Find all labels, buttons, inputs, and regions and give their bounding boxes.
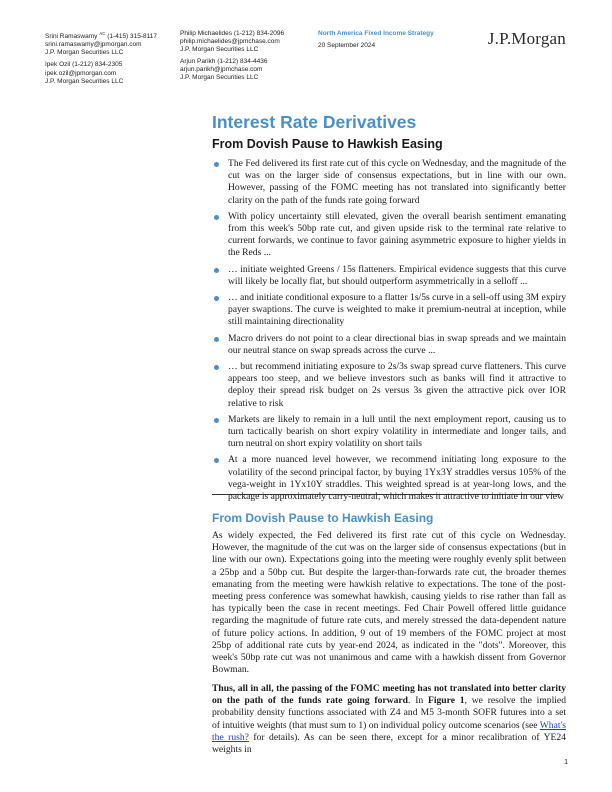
bullet-item — [212, 158, 566, 207]
bullet-text: The Fed delivered its first rate cut of this cycle on Wednesday, and the magnitude of the cut was on the larger side of consensus expectations, but in line with our own. However, passing of the FOMC meeting has not translated into significantly better clarity on the path of the funds rate going forward — [228, 158, 566, 206]
key-point: Thus, all in all, the passing of the FOMC meeting has not translated into better clarity on the path of the funds rate going forward — [212, 683, 566, 707]
bullet-dot-icon — [214, 268, 219, 273]
bullet-text: … initiate weighted Greens / 15s flatteners. Empirical evidence suggests that this curve will likely be locally flat, but should outperform asymmetrically in a selloff ... — [228, 263, 566, 287]
bullet-item — [212, 454, 566, 503]
bullet-item — [212, 414, 566, 451]
figure-reference: Figure 1 — [427, 695, 465, 707]
author-email[interactable]: srini.ramaswamy@jpmorgan.com — [45, 41, 142, 49]
publication-date: 20 September 2024 — [318, 42, 376, 50]
section-divider — [212, 494, 560, 495]
author-name-line — [180, 30, 310, 38]
bullet-text: … but recommend initiating exposure to 2s/3s swap spread curve flatteners. This curve appears too steep, and we believe investors such as banks will find it attractive to deploy their spread risk budget on 2s versus 3s given the attractive pick over IOR relative to risk — [228, 361, 566, 409]
bullet-item — [212, 264, 566, 288]
bullet-dot-icon — [214, 418, 219, 423]
author-email[interactable]: arjun.parikh@jpmchase.com — [180, 66, 263, 74]
author-name: Philip Michaelides — [180, 30, 233, 37]
research-area: North America Fixed Income Strategy — [318, 30, 434, 37]
author-phone: (1-415) 315-8117 — [107, 33, 158, 41]
bullet-item — [212, 333, 566, 357]
author-phone: (1-212) 834-4436 — [217, 58, 268, 66]
analyst-cert-mark: AC — [99, 31, 106, 36]
author-phone: (1-212) 834-2305 — [72, 61, 123, 69]
whats-the-rush-link[interactable]: What's the rush? — [212, 719, 566, 743]
bullet-text: … and initiate conditional exposure to a flatter 1s/5s curve in a sell-off using 3M expiry payer swaptions. The curve is weighted to make it premium-neutral at inception, while still maintaining directionality — [228, 292, 566, 328]
body-paragraph-2 — [212, 683, 566, 756]
research-info — [318, 30, 438, 50]
author-name: Srini Ramaswamy — [45, 33, 98, 41]
report-subtitle: From Dovish Pause to Hawkish Easing — [212, 137, 443, 151]
bullet-text: With policy uncertainty still elevated, given the overall bearish sentiment emanating from this week's 50bp rate cut, and given upside risk to the terminal rate relative to current forwards, we continue to favor gaining asymmetric exposure to higher yields in the Reds ... — [228, 210, 566, 259]
bullet-text: Markets are likely to remain in a lull until the next employment report, causing us to turn tactically bearish on short expiry volatility in intermediate and longer tails, and turn neutral on short expiry volatility on short tails — [228, 413, 566, 450]
bullet-text: Macro drivers do not point to a clear directional bias in swap spreads and we maintain our neutral stance on swap spreads across the curve ... — [228, 332, 566, 356]
author-column-2 — [180, 30, 310, 83]
page-number: 1 — [564, 759, 568, 766]
summary-bullets — [212, 158, 566, 507]
bullet-dot-icon — [214, 337, 219, 342]
bullet-dot-icon — [214, 458, 219, 463]
report-title: Interest Rate Derivatives — [212, 112, 417, 132]
section-heading: From Dovish Pause to Hawkish Easing — [212, 511, 434, 525]
author-firm: J.P. Morgan Securities LLC — [45, 77, 124, 85]
author-email[interactable]: ipek.ozil@jpmorgan.com — [45, 69, 117, 77]
author-name: Ipek Ozil — [45, 61, 71, 69]
bullet-item — [212, 361, 566, 410]
text-run: , we resolve the implied probability density functions associated with Z4 and M5 3-month SOFR futures into a set of intuitive weights (that must sum to 1) on individual policy outcome scenarios (see — [212, 695, 566, 731]
bullet-item — [212, 211, 566, 260]
author-name-line — [180, 58, 310, 66]
author-firm: J.P. Morgan Securities LLC — [45, 49, 124, 57]
author-phone: (1-212) 834-2096 — [233, 30, 285, 37]
bullet-item — [212, 292, 566, 329]
bullet-dot-icon — [214, 365, 219, 370]
bullet-dot-icon — [214, 215, 219, 220]
author-column-1 — [45, 30, 173, 86]
author-firm: J.P. Morgan Securities LLC — [180, 74, 259, 82]
text-run: . In — [408, 695, 428, 707]
author-name: Arjun Parikh — [180, 58, 216, 66]
text-run: for details). As can be seen there, except for a minor recalibration of YE24 weights in — [212, 731, 566, 756]
author-email[interactable]: philip.michaelides@jpmchase.com — [180, 38, 280, 46]
bullet-text: At a more nuanced level however, we recommend initiating long exposure to the volatility of the second principal factor, by buying 1Yx3Y straddles versus 105% of the vega-weight in 1Yx10Y straddles. This weighted spread is at year-long lows, and the package is approximately carry-neutral, which makes it attractive to initiate in our view — [228, 454, 566, 503]
jpmorgan-logo: J.P.Morgan — [487, 29, 566, 48]
author-name-line — [45, 61, 173, 69]
body-paragraph-1: As widely expected, the Fed delivered its first rate cut of this cycle on Wednesday. However, the magnitude of the cut was on the larger side of consensus expectations (but in line with our own). Expectations going into the meeting were roughly evenly split between a 25bp and a 50bp cut. But despite the larger-than-forwards rate cut, the broader themes emanating from the meeting were hawkish relative to expectations. The tone of the post-meeting press conference was somewhat hawkish, causing yields to rise rather than fall as has typically been the case in recent meetings. Fed Chair Powell offered little guidance regarding the magnitude of future rate cuts, and merely stressed the data-dependent nature of future policy actions. In addition, 9 out of 19 members of the FOMC project at most 25bp of additional rate cuts by year-end 2024, as indicated in the "dots". Moreover, this week's 50bp rate cut was not unanimous and came with a hawkish dissent from Governor Bowman. — [212, 530, 566, 676]
author-firm: J.P. Morgan Securities LLC — [180, 46, 259, 54]
author-name-line — [45, 30, 173, 41]
bullet-dot-icon — [214, 162, 219, 167]
bullet-dot-icon — [214, 296, 219, 301]
